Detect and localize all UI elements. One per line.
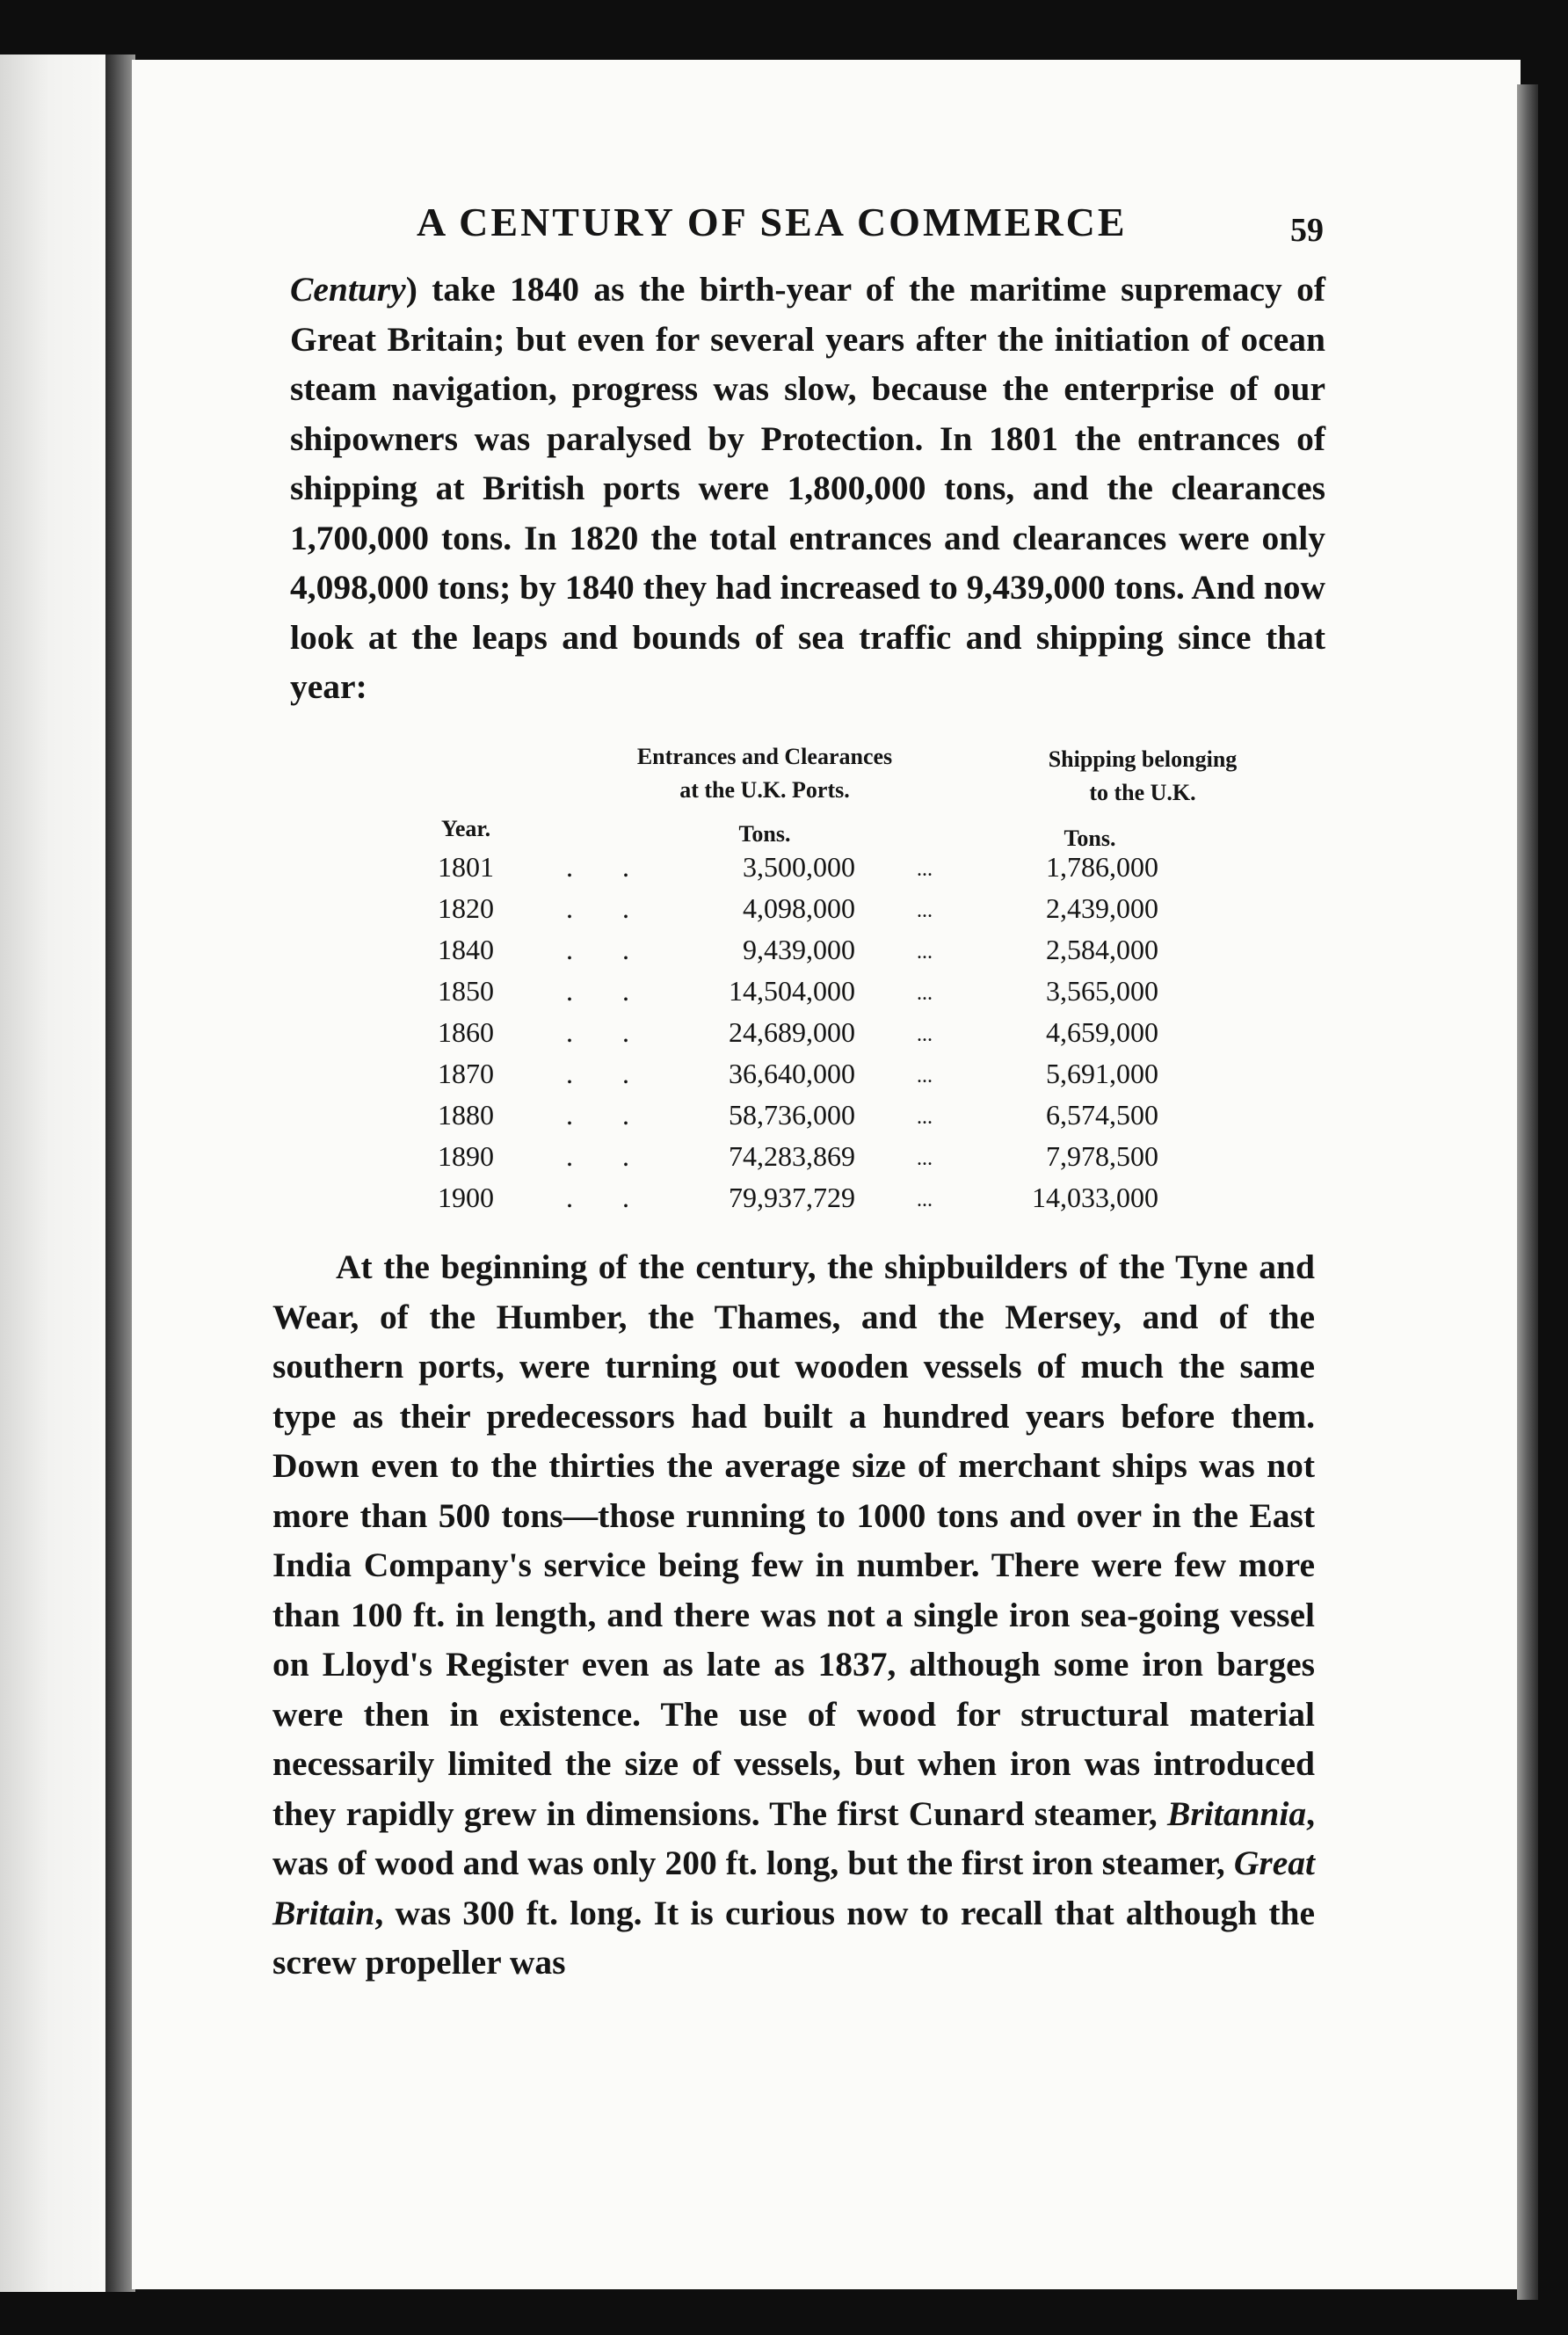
table-cell-entrances: 24,689,000 (729, 1016, 855, 1048)
table-cell-shipping: 2,439,000 (1046, 892, 1158, 924)
paragraph-intro-text: ) take 1840 as the birth-year of the maritime supremacy of Great Britain; but even for several years after the initiation of ocean steam navigation, progress was slow, because the enterprise of our shipowners was paralysed by Protection. In 1801 the entrances of shipping at British ports were 1,800,000 tons, and the clearances 1,700,000 tons. In 1820 the total entrances and clearances were only 4,098,000 tons; by 1840 they had increased to 9,439,000 tons. And now look at the leaps and bounds of sea traffic and shipping since that year: (290, 270, 1325, 706)
table-cell-dots: . . (566, 1058, 650, 1089)
table-cell-separator: ... (917, 941, 933, 964)
page-edge-shadow (1517, 84, 1538, 2300)
facing-page-edge (0, 55, 123, 2292)
paragraph-intro (290, 265, 1325, 712)
table-cell-year: 1820 (438, 892, 494, 924)
italic-britannia: Britannia (1167, 1793, 1307, 1833)
table-header-entrances-line1: Entrances and Clearances (636, 744, 893, 769)
table-cell-entrances: 36,640,000 (729, 1058, 855, 1089)
running-header: A CENTURY OF SEA COMMERCE (417, 200, 1128, 244)
table-cell-separator: ... (917, 1023, 933, 1046)
table-cell-entrances: 79,937,729 (729, 1182, 855, 1213)
table-cell-shipping: 2,584,000 (1046, 934, 1158, 965)
table-cell-separator: ... (917, 1189, 933, 1211)
table-cell-year: 1801 (438, 851, 494, 883)
table-cell-shipping: 6,574,500 (1046, 1099, 1158, 1131)
table-cell-entrances: 9,439,000 (743, 934, 855, 965)
table-cell-year: 1860 (438, 1016, 494, 1048)
table-cell-dots: . . (566, 892, 650, 924)
table-row (438, 1182, 1229, 1222)
table-cell-entrances: 4,098,000 (743, 892, 855, 924)
table-header-entrances (580, 740, 949, 807)
paragraph-shipbuilding-text-b: , was of wood and was only 200 ft. long, but the first iron steamer, (272, 1793, 1315, 1882)
table-cell-dots: . . (566, 851, 650, 883)
table-cell-separator: ... (917, 1106, 933, 1129)
table-row (438, 1140, 1229, 1181)
table-cell-shipping: 14,033,000 (1032, 1182, 1158, 1213)
table-cell-shipping: 1,786,000 (1046, 851, 1158, 883)
table-cell-year: 1880 (438, 1099, 494, 1131)
table-cell-entrances: 58,736,000 (729, 1099, 855, 1131)
table-header-tons-shipping: Tons. (1063, 826, 1116, 851)
table-cell-year: 1890 (438, 1140, 494, 1172)
table-row (438, 892, 1229, 933)
table-cell-dots: . . (566, 975, 650, 1007)
paragraph-shipbuilding-text-c: , was 300 ft. long. It is curious now to recall that although the screw propeller was (272, 1893, 1315, 1982)
page-number: 59 (1290, 212, 1324, 249)
table-cell-separator: ... (917, 982, 933, 1005)
table-header-tons-entrances: Tons. (738, 821, 791, 847)
table-cell-entrances: 3,500,000 (743, 851, 855, 883)
table-cell-shipping: 5,691,000 (1046, 1058, 1158, 1089)
table-cell-separator: ... (917, 1147, 933, 1170)
table-row (438, 851, 1229, 891)
book-gutter (105, 55, 135, 2292)
table-cell-entrances: 74,283,869 (729, 1140, 855, 1172)
table-cell-shipping: 3,565,000 (1046, 975, 1158, 1007)
table-header-shipping-line1: Shipping belonging (1048, 746, 1238, 772)
table-cell-dots: . . (566, 1140, 650, 1172)
table-row (438, 934, 1229, 974)
table-cell-dots: . . (566, 934, 650, 965)
table-cell-dots: . . (566, 1182, 650, 1213)
table-cell-year: 1870 (438, 1058, 494, 1089)
table-header-shipping-line2: to the U.K. (1089, 780, 1196, 805)
table-cell-separator: ... (917, 899, 933, 922)
table-cell-year: 1840 (438, 934, 494, 965)
table-header-entrances-line2: at the U.K. Ports. (679, 777, 850, 803)
table-cell-separator: ... (917, 858, 933, 881)
table-cell-year: 1850 (438, 975, 494, 1007)
table-cell-year: 1900 (438, 1182, 494, 1213)
table-cell-dots: . . (566, 1016, 650, 1048)
italic-great-britain: Great Britain (272, 1844, 1315, 1932)
table-cell-entrances: 14,504,000 (729, 975, 855, 1007)
table-cell-dots: . . (566, 1099, 650, 1131)
paragraph-shipbuilding-text-a: At the beginning of the century, the shipbuilders of the Tyne and Wear, of the Humber, the Thames, and the Mersey, and of the southern ports, were turning out wooden vessels of much the same type as their predecessors had built a hundred years before them. Down even to the thirties the average size of merchant ships was not more than 500 tons—those running to 1000 tons and over in the East India Company's service being few in number. There were few more than 100 ft. in length, and there was not a single iron sea-going vessel on Lloyd's Register even as late as 1837, although some iron barges were then in existence. The use of wood for structural material necessarily limited the size of vessels, but when iron was introduced they rapidly grew in dimensions. The first Cunard steamer, (272, 1248, 1315, 1833)
table-row (438, 1016, 1229, 1057)
italic-century: Century (290, 270, 406, 309)
table-row (438, 1058, 1229, 1098)
table-row (438, 975, 1229, 1015)
table-cell-shipping: 7,978,500 (1046, 1140, 1158, 1172)
table-header-year: Year. (441, 816, 491, 841)
table-cell-separator: ... (917, 1065, 933, 1087)
table-cell-shipping: 4,659,000 (1046, 1016, 1158, 1048)
paragraph-shipbuilding (272, 1242, 1315, 1988)
table-row (438, 1099, 1229, 1139)
table-header-shipping (976, 743, 1310, 810)
